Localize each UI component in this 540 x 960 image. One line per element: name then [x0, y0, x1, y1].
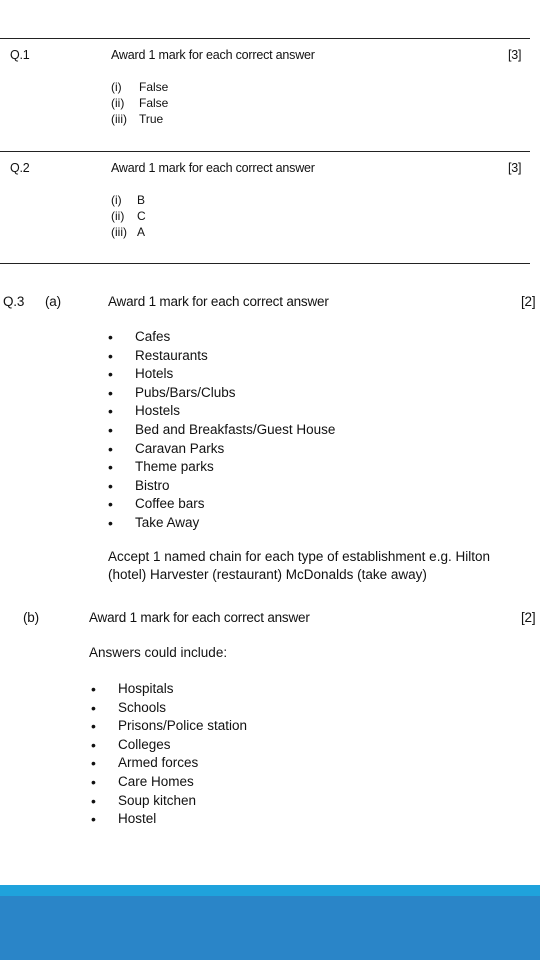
q1-answer-num: (i) — [111, 80, 122, 94]
q2-marks: [3] — [508, 161, 522, 175]
q3b-heading: Award 1 mark for each correct answer — [89, 610, 310, 625]
list-item: • Hospitals — [118, 680, 247, 699]
q1-marks: [3] — [508, 48, 522, 62]
list-item: • Caravan Parks — [135, 440, 335, 459]
list-item: • Bistro — [135, 477, 335, 496]
q2-answer-text: A — [137, 225, 146, 239]
q1-top-rule — [0, 38, 530, 39]
q1-answer-text: True — [139, 112, 164, 126]
list-item: • Schools — [118, 699, 247, 718]
q1-answer-text: False — [139, 96, 169, 110]
q3a-note-line-1: Accept 1 named chain for each type of establishment e.g. Hilton — [108, 549, 490, 564]
list-item: • Hotels — [135, 365, 335, 384]
q2-answer-text: B — [137, 193, 146, 207]
q3a-note-line-2: (hotel) Harvester (restaurant) McDonalds (take away) — [108, 567, 427, 582]
q2-top-rule — [0, 151, 530, 152]
list-item: • Armed forces — [118, 754, 247, 773]
q2-heading: Award 1 mark for each correct answer — [111, 161, 315, 175]
list-item: • Colleges — [118, 736, 247, 755]
q2-label: Q.2 — [10, 161, 30, 175]
q2-answer-text: C — [137, 209, 146, 223]
q3a-answer-list — [135, 328, 335, 533]
footer-accent-strip — [0, 885, 540, 896]
q2-bottom-rule — [0, 263, 530, 264]
list-item: • Theme parks — [135, 458, 335, 477]
list-item: • Take Away — [135, 514, 335, 533]
list-item: • Prisons/Police station — [118, 717, 247, 736]
list-item: • Pubs/Bars/Clubs — [135, 384, 335, 403]
footer-bar — [0, 896, 540, 960]
list-item: • Coffee bars — [135, 495, 335, 514]
q1-answer-num: (iii) — [111, 112, 127, 126]
q3a-label: (a) — [45, 294, 61, 309]
list-item: • Soup kitchen — [118, 792, 247, 811]
q1-answer-num: (ii) — [111, 96, 125, 110]
list-item: • Care Homes — [118, 773, 247, 792]
list-item: • Cafes — [135, 328, 335, 347]
q3b-answer-list — [118, 680, 247, 829]
q1-heading: Award 1 mark for each correct answer — [111, 48, 315, 62]
q3-label: Q.3 — [3, 294, 25, 309]
list-item: • Hostel — [118, 810, 247, 829]
q3a-marks: [2] — [521, 294, 536, 309]
q1-answer-text: False — [139, 80, 169, 94]
q3b-intro: Answers could include: — [89, 645, 228, 660]
list-item: • Restaurants — [135, 347, 335, 366]
q2-answer-num: (iii) — [111, 225, 127, 239]
q3b-label: (b) — [23, 610, 39, 625]
q2-answer-num: (i) — [111, 193, 122, 207]
q3b-marks: [2] — [521, 610, 536, 625]
q1-label: Q.1 — [10, 48, 30, 62]
list-item: • Bed and Breakfasts/Guest House — [135, 421, 335, 440]
q3a-heading: Award 1 mark for each correct answer — [108, 294, 329, 309]
list-item: • Hostels — [135, 402, 335, 421]
q2-answer-num: (ii) — [111, 209, 125, 223]
